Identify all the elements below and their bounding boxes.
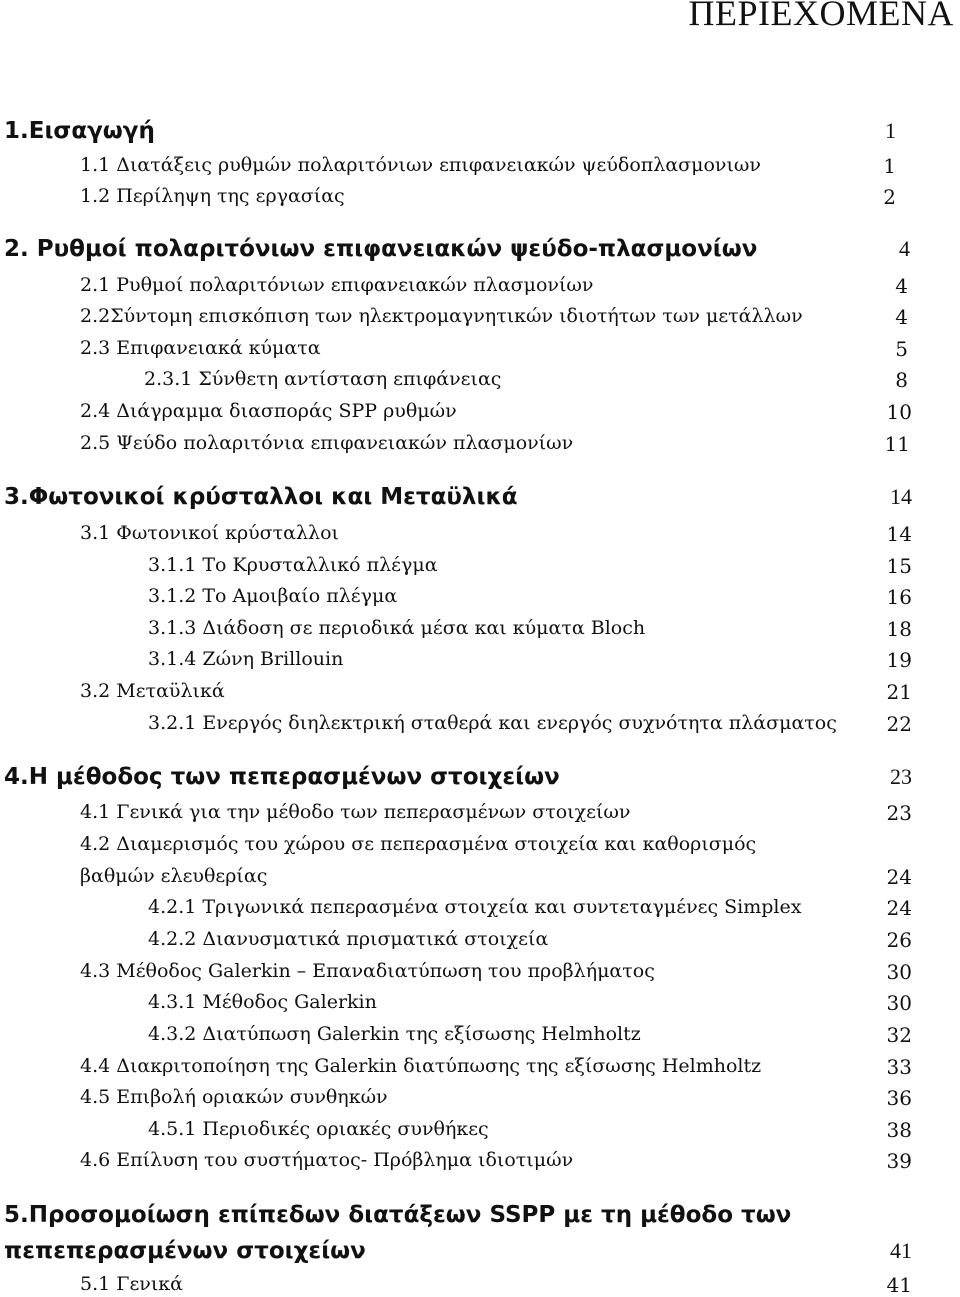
toc-entry-label: 2.2Σύντομη επισκόπιση των ηλεκτρομαγνητικών ιδιοτήτων των μετάλλων bbox=[80, 305, 803, 327]
toc-entry-page: 8 bbox=[895, 368, 908, 392]
toc-entry-page: 41 bbox=[890, 1238, 912, 1263]
toc-entry-page: 30 bbox=[886, 991, 912, 1015]
toc-entry-page: 21 bbox=[886, 680, 912, 704]
toc-entry-label: 3.1 Φωτονικοί κρύσταλλοι bbox=[80, 522, 339, 544]
toc-entry-label: 4.6 Επίλυση του συστήματος- Πρόβλημα ιδιοτιμών bbox=[80, 1149, 574, 1171]
toc-entry-page: 23 bbox=[890, 764, 912, 789]
toc-entry-page: 36 bbox=[886, 1086, 912, 1110]
toc-entry-page: 18 bbox=[886, 617, 912, 641]
toc-entry-label: 4.2 Διαμερισμός του χώρου σε πεπερασμένα στοιχεία και καθορισμός bbox=[80, 833, 757, 855]
toc-entry-label: 4.Η μέθοδος των πεπερασμένων στοιχείων bbox=[4, 764, 560, 790]
toc-entry-page: 4 bbox=[895, 305, 908, 329]
toc-entry-page: 38 bbox=[886, 1118, 912, 1142]
toc-entry-page: 1 bbox=[883, 154, 896, 178]
toc-entry-label: 2.3.1 Σύνθετη αντίσταση επιφάνειας bbox=[144, 368, 502, 390]
toc-entry-label: 3.1.1 Το Κρυσταλλικό πλέγμα bbox=[148, 554, 438, 576]
toc-entry-page: 24 bbox=[886, 865, 912, 889]
toc-entry-label: 4.3.1 Μέθοδος Galerkin bbox=[148, 991, 377, 1013]
toc-entry-label: 2.5 Ψεύδο πολαριτόνια επιφανειακών πλασμονίων bbox=[80, 432, 574, 454]
toc-entry-label: 1.1 Διατάξεις ρυθμών πολαριτόνιων επιφανειακών ψεύδοπλασμονιων bbox=[80, 154, 761, 176]
toc-entry-label: βαθμών ελευθερίας bbox=[80, 865, 268, 887]
toc-entry-page: 24 bbox=[886, 896, 912, 920]
toc-entry-label: 3.2 Μεταϋλικά bbox=[80, 680, 225, 702]
toc-entry-label: 3.1.4 Ζώνη Brillouin bbox=[148, 648, 344, 670]
toc-entry-label: 4.1 Γενικά για την μέθοδο των πεπερασμένων στοιχείων bbox=[80, 801, 631, 823]
toc-entry-label: 3.Φωτονικοί κρύσταλλοι και Μεταϋλικά bbox=[4, 484, 518, 510]
toc-entry-page: 22 bbox=[886, 712, 912, 736]
toc-entry-label: 5.1 Γενικά bbox=[80, 1273, 183, 1295]
page-title: ΠΕΡΙΕΧΟΜΕΝΑ bbox=[688, 0, 954, 33]
toc-entry-label: 5.Προσομοίωση επίπεδων διατάξεων SSPP με τη μέθοδο των bbox=[4, 1202, 792, 1228]
toc-entry-page: 39 bbox=[886, 1149, 912, 1173]
toc-entry-label: 2.3 Επιφανειακά κύματα bbox=[80, 337, 321, 359]
toc-entry-page: 33 bbox=[886, 1055, 912, 1079]
toc-entry-label: πεπεπερασμένων στοιχείων bbox=[4, 1238, 366, 1264]
toc-entry-label: 2.1 Ρυθμοί πολαριτόνιων επιφανειακών πλασμονίων bbox=[80, 274, 594, 296]
toc-entry-page: 32 bbox=[886, 1023, 912, 1047]
toc-entry-page: 1 bbox=[885, 118, 896, 143]
toc-entry-label: 4.2.2 Διανυσματικά πρισματικά στοιχεία bbox=[148, 928, 549, 950]
toc-entry-page: 26 bbox=[886, 928, 912, 952]
toc-entry-label: 2.4 Διάγραμμα διασποράς SPP ρυθμών bbox=[80, 400, 457, 422]
toc-entry-label: 4.4 Διακριτοποίηση της Galerkin διατύπωσης της εξίσωσης Helmholtz bbox=[80, 1055, 762, 1077]
toc-entry-label: 4.5 Επιβολή οριακών συνθηκών bbox=[80, 1086, 388, 1108]
toc-entry-label: 4.5.1 Περιοδικές οριακές συνθήκες bbox=[148, 1118, 489, 1140]
toc-entry-label: 1.2 Περίληψη της εργασίας bbox=[80, 185, 345, 207]
toc-entry-label: 4.2.1 Τριγωνικά πεπερασμένα στοιχεία και συντεταγμένες Simplex bbox=[148, 896, 802, 918]
toc-entry-page: 41 bbox=[886, 1273, 912, 1297]
toc-entry-label: 4.3 Μέθοδος Galerkin – Επαναδιατύπωση του προβλήματος bbox=[80, 960, 655, 982]
toc-entry-page: 14 bbox=[890, 484, 912, 509]
toc-entry-page: 15 bbox=[886, 554, 912, 578]
toc-entry-label: 1.Εισαγωγή bbox=[4, 118, 155, 144]
toc-entry-label: 4.3.2 Διατύπωση Galerkin της εξίσωσης Helmholtz bbox=[148, 1023, 641, 1045]
toc-entry-page: 23 bbox=[886, 801, 912, 825]
toc-entry-page: 5 bbox=[895, 337, 908, 361]
toc-entry-page: 30 bbox=[886, 960, 912, 984]
toc-entry-page: 16 bbox=[886, 585, 912, 609]
toc-entry-page: 19 bbox=[886, 648, 912, 672]
toc-entry-label: 2. Ρυθμοί πολαριτόνιων επιφανειακών ψεύδο-πλασμονίων bbox=[4, 236, 758, 262]
toc-entry-page: 10 bbox=[886, 400, 912, 424]
toc-entry-label: 3.1.3 Διάδοση σε περιοδικά μέσα και κύματα Bloch bbox=[148, 617, 646, 639]
toc-entry-label: 3.2.1 Ενεργός διηλεκτρική σταθερά και ενεργός συχνότητα πλάσματος bbox=[148, 712, 837, 734]
toc-entry-label: 3.1.2 Το Αμοιβαίο πλέγμα bbox=[148, 585, 398, 607]
toc-entry-page: 4 bbox=[895, 274, 908, 298]
toc-entry-page: 4 bbox=[899, 236, 910, 261]
toc-entry-page: 14 bbox=[886, 522, 912, 546]
toc-entry-page: 11 bbox=[884, 432, 910, 456]
toc-entry-page: 2 bbox=[883, 185, 896, 209]
